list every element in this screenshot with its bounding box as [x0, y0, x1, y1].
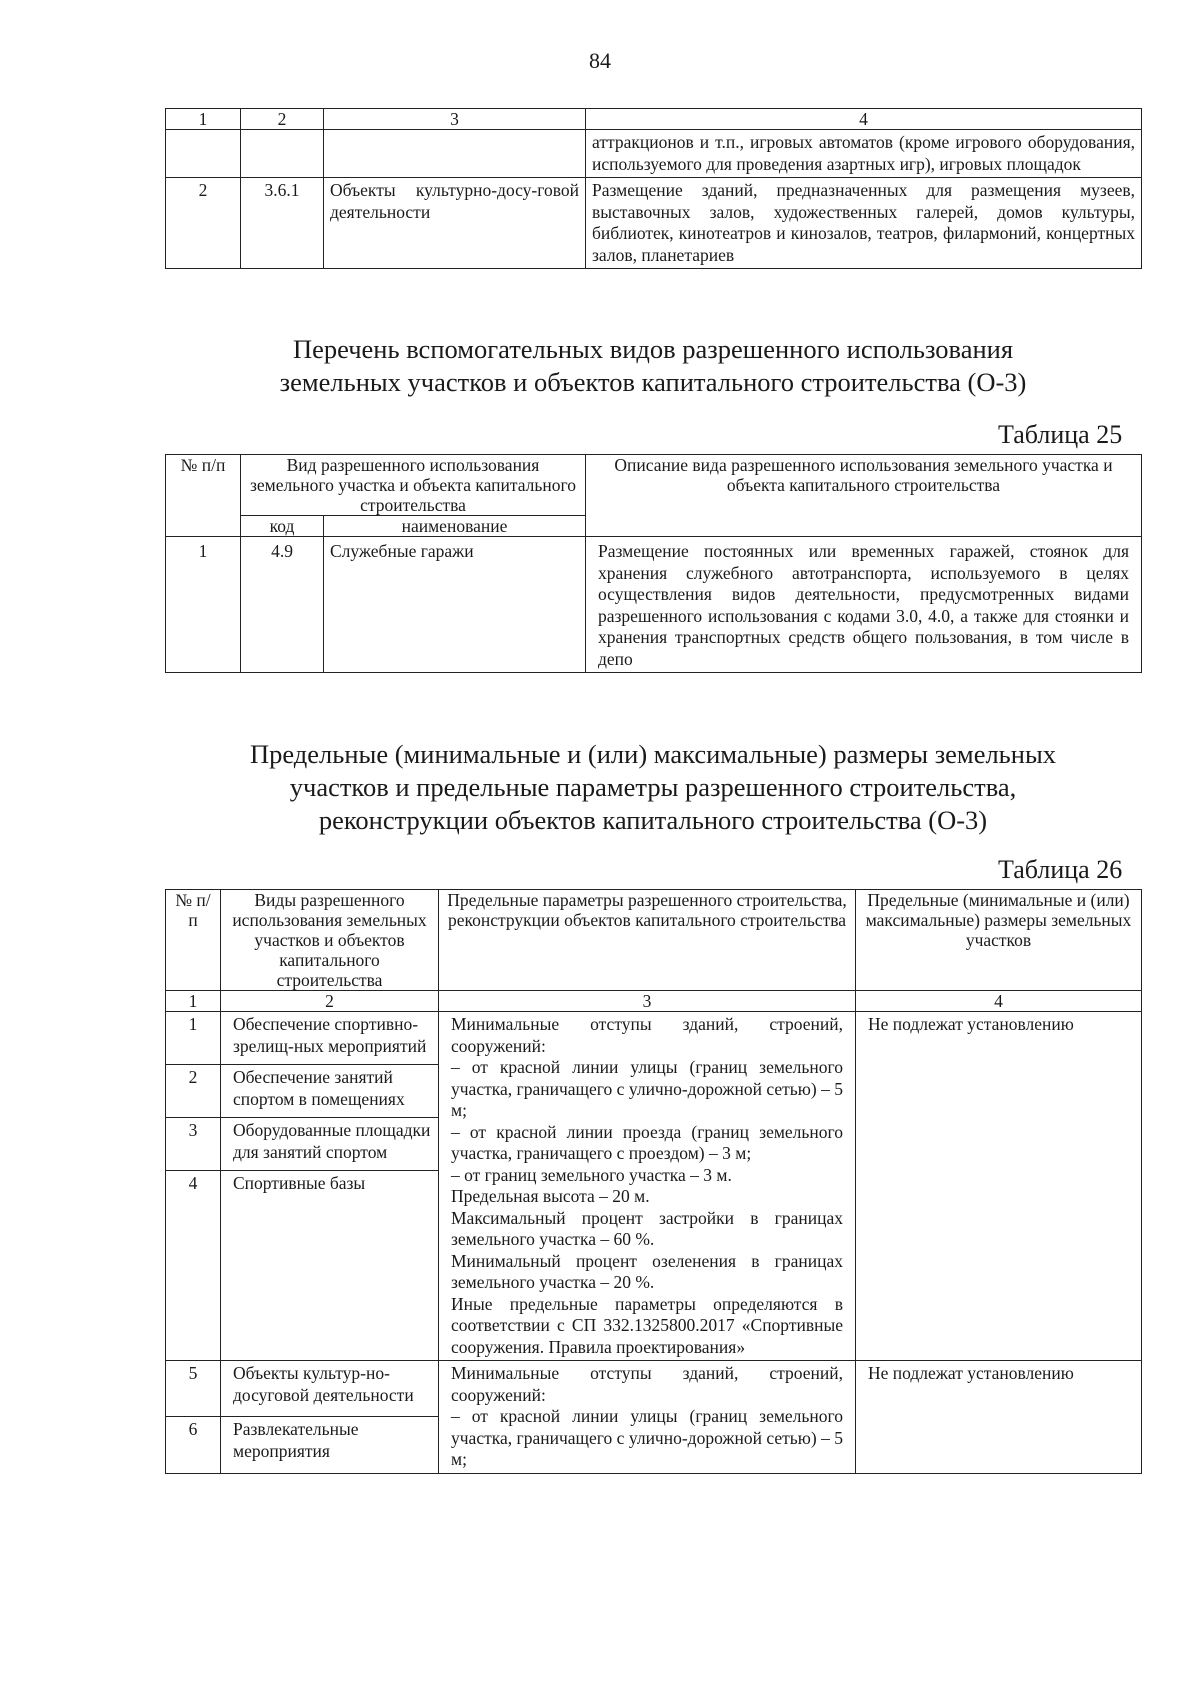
- row-code: [241, 130, 324, 178]
- table-25-label: Таблица 25: [998, 420, 1123, 449]
- table-continued: [165, 108, 1142, 269]
- row-name: Развлекательные мероприятия: [221, 1417, 439, 1473]
- table-number-row: [166, 991, 1142, 1012]
- row-desc: Размещение зданий, предназначенных для размещения музеев, выставочных залов, художественных галерей, домов культуры, библиотек, кинотеатров и кинозалов, театров, филармоний, концертных залов, планетариев: [586, 178, 1142, 269]
- heading-line: Предельные (минимальные и (или) максимальные) размеры земельных: [249, 739, 1057, 769]
- row-desc: аттракционов и т.п., игровых автоматов (кроме игрового оборудования, используемого для проведения азартных игр), игровых площадок: [586, 130, 1142, 178]
- row-num: 4: [166, 1171, 221, 1361]
- row-name: Оборудованные площадки для занятий спортом: [221, 1118, 439, 1171]
- group2-params: [439, 1361, 856, 1474]
- param-line: – от границ земельного участка – 3 м.: [451, 1164, 732, 1185]
- row-name: Обеспечение спортивно-зрелищ-ных мероприятий: [221, 1012, 439, 1065]
- param-line: Предельная высота – 20 м.: [451, 1186, 650, 1206]
- header-params: Предельные параметры разрешенного строительства, реконструкции объектов капитального строительства: [439, 890, 856, 991]
- group1-sizes: Не подлежат установлению: [856, 1012, 1142, 1361]
- header-cell: 4: [586, 109, 1142, 130]
- header-cell: 3: [324, 109, 586, 130]
- heading-line: участков и предельные параметры разрешенного строительства,: [289, 772, 1017, 802]
- row-num: 3: [166, 1118, 221, 1171]
- row-name: Объекты культурно-досу-говой деятельности: [324, 178, 586, 269]
- number-cell: 3: [439, 991, 856, 1012]
- table-header-row: [166, 455, 1142, 516]
- header-name: наименование: [324, 516, 586, 537]
- heading-line: земельных участков и объектов капитального строительства (О-3): [279, 367, 1027, 397]
- section-heading-limits: [0, 738, 1200, 837]
- row-num: 5: [166, 1361, 221, 1417]
- header-desc: Описание вида разрешенного использования земельного участка и объекта капитального строительства: [586, 455, 1142, 537]
- row-num: [166, 130, 241, 178]
- row-desc: Размещение постоянных или временных гаражей, стоянок для хранения служебного автотранспорта, используемого в целях осуществления видов деятельности, предусмотренных видами разрешенного использования с кодами 3.0, 4.0, а также для стоянки и хранения транспортных средств общего пользования, в том числе в депо: [586, 537, 1142, 673]
- row-num: 1: [166, 537, 241, 673]
- row-name: [324, 130, 586, 178]
- number-cell: 1: [166, 991, 221, 1012]
- table-row: [166, 178, 1142, 269]
- header-num: № п/п: [166, 455, 241, 537]
- table-row: [166, 1012, 1142, 1065]
- header-cell: 1: [166, 109, 241, 130]
- row-code: 3.6.1: [241, 178, 324, 269]
- row-name: Объекты культур-но-досуговой деятельности: [221, 1361, 439, 1417]
- table-header-row: [166, 109, 1142, 130]
- number-cell: 4: [856, 991, 1142, 1012]
- row-code: 4.9: [241, 537, 324, 673]
- table-row: [166, 537, 1142, 673]
- header-cell: 2: [241, 109, 324, 130]
- number-cell: 2: [221, 991, 439, 1012]
- row-num: 6: [166, 1417, 221, 1473]
- param-line: – от красной линии улицы (границ земельного участка, граничащего с улично-дорожной сетью) – 5 м;: [451, 1406, 843, 1469]
- param-line: Минимальный процент озеленения в границах земельного участка – 20 %.: [451, 1250, 843, 1292]
- heading-line: Перечень вспомогательных видов разрешенного использования: [292, 334, 1014, 364]
- row-name: Служебные гаражи: [324, 537, 586, 673]
- table-row: [166, 130, 1142, 178]
- table-26: [165, 889, 1142, 1474]
- row-num: 1: [166, 1012, 221, 1065]
- param-line: – от красной линии проезда (границ земельного участка, граничащего с проездом) – 3 м;: [451, 1121, 843, 1163]
- row-num: 2: [166, 178, 241, 269]
- section-heading-auxiliary: [0, 333, 1200, 399]
- header-kind: Виды разрешенного использования земельных участков и объектов капитального строительства: [221, 890, 439, 991]
- param-line: Минимальные отступы зданий, строений, сооружений:: [451, 1363, 843, 1405]
- group2-sizes: Не подлежат установлению: [856, 1361, 1142, 1474]
- header-code: код: [241, 516, 324, 537]
- table-row: [166, 1361, 1142, 1417]
- row-num: 2: [166, 1065, 221, 1118]
- param-line: Иные предельные параметры определяются в соответствии с СП 332.1325800.2017 «Спортивные сооружения. Правила проектирования»: [451, 1293, 843, 1357]
- row-name: Спортивные базы: [221, 1171, 439, 1361]
- param-line: Максимальный процент застройки в границах земельного участка – 60 %.: [451, 1207, 843, 1249]
- row-name: Обеспечение занятий спортом в помещениях: [221, 1065, 439, 1118]
- table-25: [165, 454, 1142, 673]
- table-header-row: [166, 890, 1142, 991]
- header-num: № п/п: [166, 890, 221, 991]
- page-number: 84: [589, 48, 611, 73]
- heading-line: реконструкции объектов капитального строительства (О-3): [318, 805, 988, 835]
- param-line: Минимальные отступы зданий, строений, сооружений:: [451, 1014, 843, 1056]
- group1-params: [439, 1012, 856, 1361]
- table-26-label: Таблица 26: [998, 855, 1123, 884]
- param-line: – от красной линии улицы (границ земельного участка, граничащего с улично-дорожной сетью) – 5 м;: [451, 1057, 843, 1120]
- header-kind: Вид разрешенного использования земельного участка и объекта капитального строительства: [241, 455, 586, 516]
- header-sizes: Предельные (минимальные и (или) максимальные) размеры земельных участков: [856, 890, 1142, 991]
